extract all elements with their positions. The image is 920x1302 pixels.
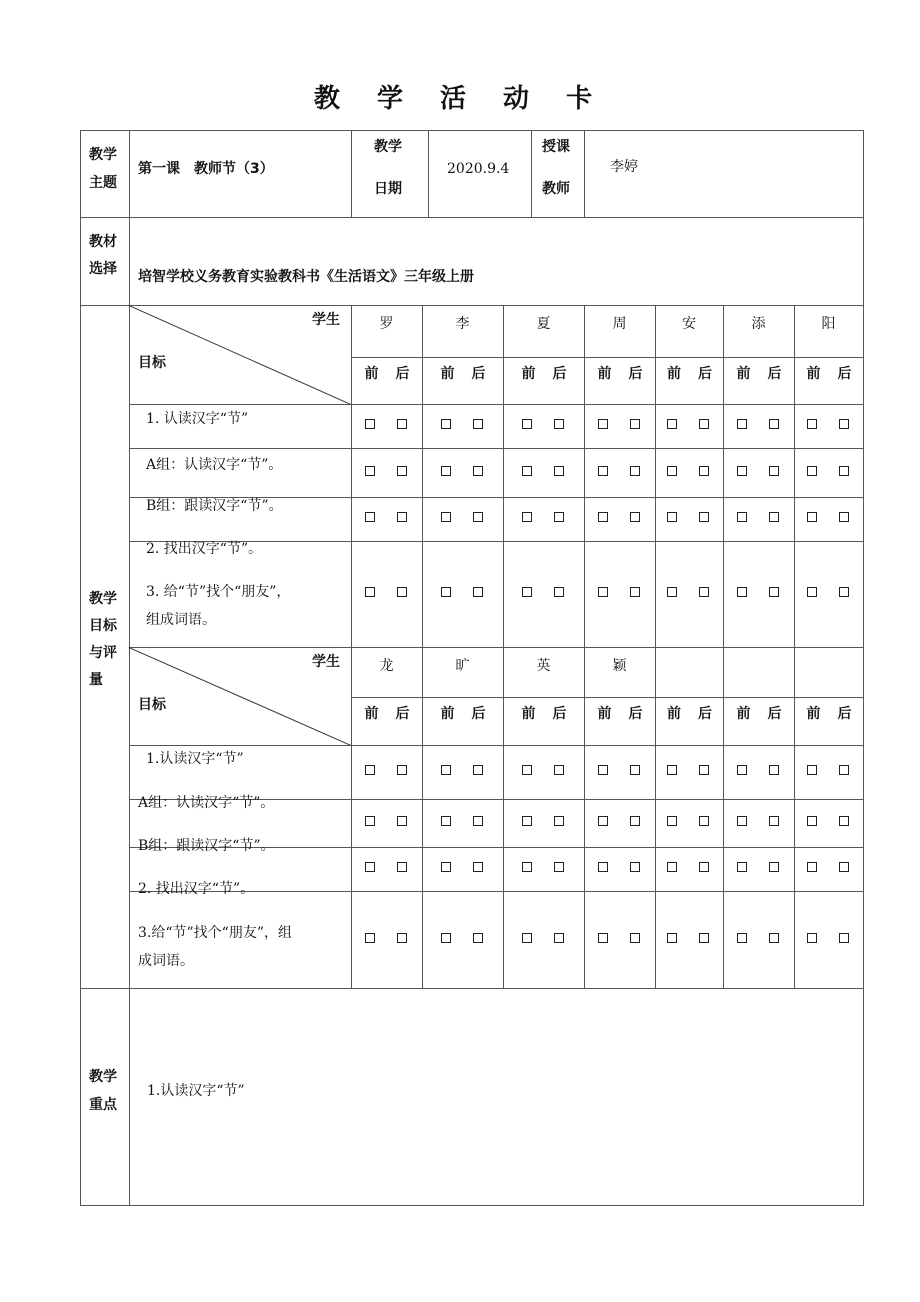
goal-text: 3.给“节”找个“朋友”，组 [138,925,292,941]
table-border [129,404,864,405]
table-border [503,647,504,989]
table-border [351,305,352,648]
table-border [503,305,504,648]
table-border [723,305,724,648]
pre-checkbox[interactable] [441,419,451,429]
pre-label: 前 [667,366,681,382]
post-checkbox[interactable] [769,466,779,476]
post-checkbox[interactable] [473,765,483,775]
table-border [129,448,864,449]
pre-checkbox[interactable] [598,862,608,872]
student-name: 李 [455,316,470,332]
post-checkbox[interactable] [554,816,564,826]
pre-checkbox[interactable] [598,765,608,775]
table-border [584,130,585,218]
pre-checkbox[interactable] [667,862,677,872]
pre-checkbox[interactable] [807,765,817,775]
pre-checkbox[interactable] [365,512,375,522]
pre-checkbox[interactable] [598,587,608,597]
post-label: 后 [837,706,852,722]
table-border [129,988,864,989]
pre-checkbox[interactable] [365,466,375,476]
post-label: 后 [395,366,410,382]
pre-checkbox[interactable] [598,512,608,522]
post-checkbox[interactable] [397,933,407,943]
post-checkbox[interactable] [397,587,407,597]
post-checkbox[interactable] [839,933,849,943]
post-checkbox[interactable] [473,816,483,826]
table-border [129,305,864,306]
goals-label: 与评 [89,645,117,661]
pre-checkbox[interactable] [667,765,677,775]
goal-text: 1.认读汉字“节” [146,751,244,767]
goal-text: 2. 找出汉字“节”。 [146,541,263,557]
pre-checkbox[interactable] [365,816,375,826]
table-border [723,647,724,989]
goal-text: B组：跟读汉字“节”。 [146,498,283,514]
teacher-value: 李婷 [610,159,638,175]
post-checkbox[interactable] [554,587,564,597]
topic-value: 第一课 教师节（3） [138,161,274,177]
post-checkbox[interactable] [769,512,779,522]
post-checkbox[interactable] [699,816,709,826]
pre-checkbox[interactable] [737,933,747,943]
pre-checkbox[interactable] [807,419,817,429]
pre-checkbox[interactable] [365,765,375,775]
post-checkbox[interactable] [699,933,709,943]
post-checkbox[interactable] [630,816,640,826]
table-border [863,647,864,989]
post-checkbox[interactable] [769,419,779,429]
pre-checkbox[interactable] [365,587,375,597]
post-checkbox[interactable] [630,765,640,775]
post-checkbox[interactable] [473,466,483,476]
pre-checkbox[interactable] [667,587,677,597]
pre-checkbox[interactable] [737,466,747,476]
page-title: 教 学 活 动 卡 [313,84,607,114]
pre-checkbox[interactable] [667,512,677,522]
post-checkbox[interactable] [769,587,779,597]
goal-text: 3. 给“节”找个“朋友”， [146,584,291,600]
table-border [80,130,864,131]
goal-text: A组：认读汉字“节”。 [138,795,275,811]
table-border [584,647,585,989]
post-checkbox[interactable] [839,587,849,597]
table-border [422,647,423,989]
pre-checkbox[interactable] [441,933,451,943]
student-name: 安 [682,316,696,332]
post-checkbox[interactable] [554,862,564,872]
goal-text: 组成词语。 [146,612,216,628]
pre-checkbox[interactable] [737,816,747,826]
pre-checkbox[interactable] [522,587,532,597]
pre-checkbox[interactable] [522,816,532,826]
goal-text: A组：认读汉字“节”。 [146,457,283,473]
pre-label: 前 [521,706,536,722]
table-border [80,130,81,1206]
post-checkbox[interactable] [397,512,407,522]
table-border [428,130,429,218]
goal-header: 目标 [138,697,166,713]
topic-label: 主题 [89,175,117,191]
post-checkbox[interactable] [699,419,709,429]
post-label: 后 [628,366,643,382]
material-label: 选择 [89,261,117,277]
table-border [655,305,656,648]
pre-label: 前 [806,366,821,382]
student-name: 阳 [821,316,836,332]
post-checkbox[interactable] [630,466,640,476]
pre-checkbox[interactable] [737,862,747,872]
pre-checkbox[interactable] [522,862,532,872]
post-checkbox[interactable] [554,933,564,943]
student-name: 周 [612,316,627,332]
post-label: 后 [837,366,852,382]
post-checkbox[interactable] [397,765,407,775]
post-label: 后 [471,706,486,722]
student-header: 学生 [312,654,340,670]
table-border [80,217,864,218]
pre-checkbox[interactable] [441,816,451,826]
key-points-label: 教学 [89,1069,117,1085]
pre-label: 前 [440,706,455,722]
post-label: 后 [767,366,782,382]
pre-checkbox[interactable] [737,512,747,522]
pre-label: 前 [364,366,379,382]
post-label: 后 [552,366,567,382]
pre-checkbox[interactable] [522,466,532,476]
post-checkbox[interactable] [630,587,640,597]
post-checkbox[interactable] [473,862,483,872]
material-value: 培智学校义务教育实验教科书《生活语文》三年级上册 [138,269,474,285]
post-checkbox[interactable] [769,816,779,826]
post-label: 后 [552,706,567,722]
pre-label: 前 [364,706,379,722]
post-checkbox[interactable] [630,862,640,872]
table-border [794,305,795,648]
post-checkbox[interactable] [769,862,779,872]
post-checkbox[interactable] [397,419,407,429]
post-label: 后 [628,706,643,722]
table-border [351,357,864,358]
student-header: 学生 [312,312,340,328]
pre-checkbox[interactable] [365,933,375,943]
pre-checkbox[interactable] [441,512,451,522]
goals-label: 教学 [89,591,117,607]
post-checkbox[interactable] [473,419,483,429]
post-label: 后 [395,706,410,722]
post-checkbox[interactable] [699,862,709,872]
table-border [129,647,864,648]
goal-text: 成词语。 [138,953,194,969]
post-checkbox[interactable] [699,765,709,775]
table-border [351,647,352,989]
student-name: 罗 [379,316,394,332]
table-border [794,647,795,989]
pre-checkbox[interactable] [737,765,747,775]
table-border [584,305,585,648]
table-border [531,130,532,218]
pre-checkbox[interactable] [598,419,608,429]
table-border [351,697,864,698]
post-checkbox[interactable] [397,466,407,476]
pre-label: 前 [597,366,612,382]
pre-checkbox[interactable] [807,466,817,476]
table-border [863,305,864,648]
pre-checkbox[interactable] [807,816,817,826]
goals-label: 量 [89,672,103,688]
table-border [422,305,423,648]
pre-label: 前 [806,706,821,722]
pre-checkbox[interactable] [807,587,817,597]
post-checkbox[interactable] [839,765,849,775]
table-border [655,647,656,989]
post-checkbox[interactable] [839,512,849,522]
pre-checkbox[interactable] [667,466,677,476]
pre-checkbox[interactable] [807,512,817,522]
pre-label: 前 [597,706,612,722]
post-checkbox[interactable] [839,466,849,476]
pre-checkbox[interactable] [365,862,375,872]
table-border [351,130,352,218]
post-checkbox[interactable] [554,512,564,522]
pre-checkbox[interactable] [667,419,677,429]
student-name: 英 [536,658,551,674]
post-checkbox[interactable] [630,419,640,429]
table-border [129,745,864,746]
post-checkbox[interactable] [397,816,407,826]
table-border [80,1205,864,1206]
post-checkbox[interactable] [839,419,849,429]
post-checkbox[interactable] [397,862,407,872]
pre-label: 前 [736,706,751,722]
post-checkbox[interactable] [769,933,779,943]
goal-header: 目标 [138,355,166,371]
pre-checkbox[interactable] [807,933,817,943]
pre-checkbox[interactable] [598,466,608,476]
pre-checkbox[interactable] [737,587,747,597]
pre-checkbox[interactable] [441,466,451,476]
post-checkbox[interactable] [699,512,709,522]
date-label: 教学 [374,139,402,155]
post-checkbox[interactable] [554,419,564,429]
goal-text: 1. 认读汉字“节” [146,411,249,427]
pre-checkbox[interactable] [522,765,532,775]
pre-checkbox[interactable] [441,765,451,775]
pre-checkbox[interactable] [598,816,608,826]
pre-label: 前 [440,366,455,382]
post-label: 后 [698,706,712,722]
teacher-label: 教师 [542,181,570,197]
table-border [129,130,130,1206]
post-checkbox[interactable] [630,512,640,522]
post-checkbox[interactable] [699,587,709,597]
post-label: 后 [471,366,486,382]
student-name: 旷 [455,658,470,674]
material-label: 教材 [89,234,117,250]
pre-checkbox[interactable] [807,862,817,872]
pre-label: 前 [521,366,536,382]
post-checkbox[interactable] [699,466,709,476]
pre-checkbox[interactable] [737,419,747,429]
goals-label: 目标 [89,618,117,634]
date-value: 2020.9.4 [447,161,510,177]
pre-checkbox[interactable] [441,587,451,597]
post-checkbox[interactable] [554,466,564,476]
post-checkbox[interactable] [839,862,849,872]
student-name: 添 [751,316,766,332]
post-checkbox[interactable] [473,933,483,943]
date-label: 日期 [374,181,402,197]
pre-label: 前 [736,366,751,382]
pre-checkbox[interactable] [667,933,677,943]
pre-checkbox[interactable] [365,419,375,429]
post-checkbox[interactable] [554,765,564,775]
student-name: 颖 [612,658,627,674]
pre-checkbox[interactable] [441,862,451,872]
pre-checkbox[interactable] [522,933,532,943]
goal-text: 2. 找出汉字“节”。 [138,881,255,897]
topic-label: 教学 [89,147,117,163]
pre-checkbox[interactable] [598,933,608,943]
pre-checkbox[interactable] [667,816,677,826]
pre-checkbox[interactable] [522,419,532,429]
post-checkbox[interactable] [473,587,483,597]
post-checkbox[interactable] [769,765,779,775]
post-label: 后 [767,706,782,722]
student-name: 龙 [379,658,394,674]
key-points-label: 重点 [89,1097,117,1113]
key-points-value: 1.认读汉字“节” [147,1083,245,1099]
teacher-label: 授课 [542,139,570,155]
post-checkbox[interactable] [630,933,640,943]
pre-label: 前 [667,706,681,722]
student-name: 夏 [536,316,551,332]
post-label: 后 [698,366,712,382]
pre-checkbox[interactable] [522,512,532,522]
post-checkbox[interactable] [473,512,483,522]
post-checkbox[interactable] [839,816,849,826]
goal-text: B组：跟读汉字“节”。 [138,838,275,854]
